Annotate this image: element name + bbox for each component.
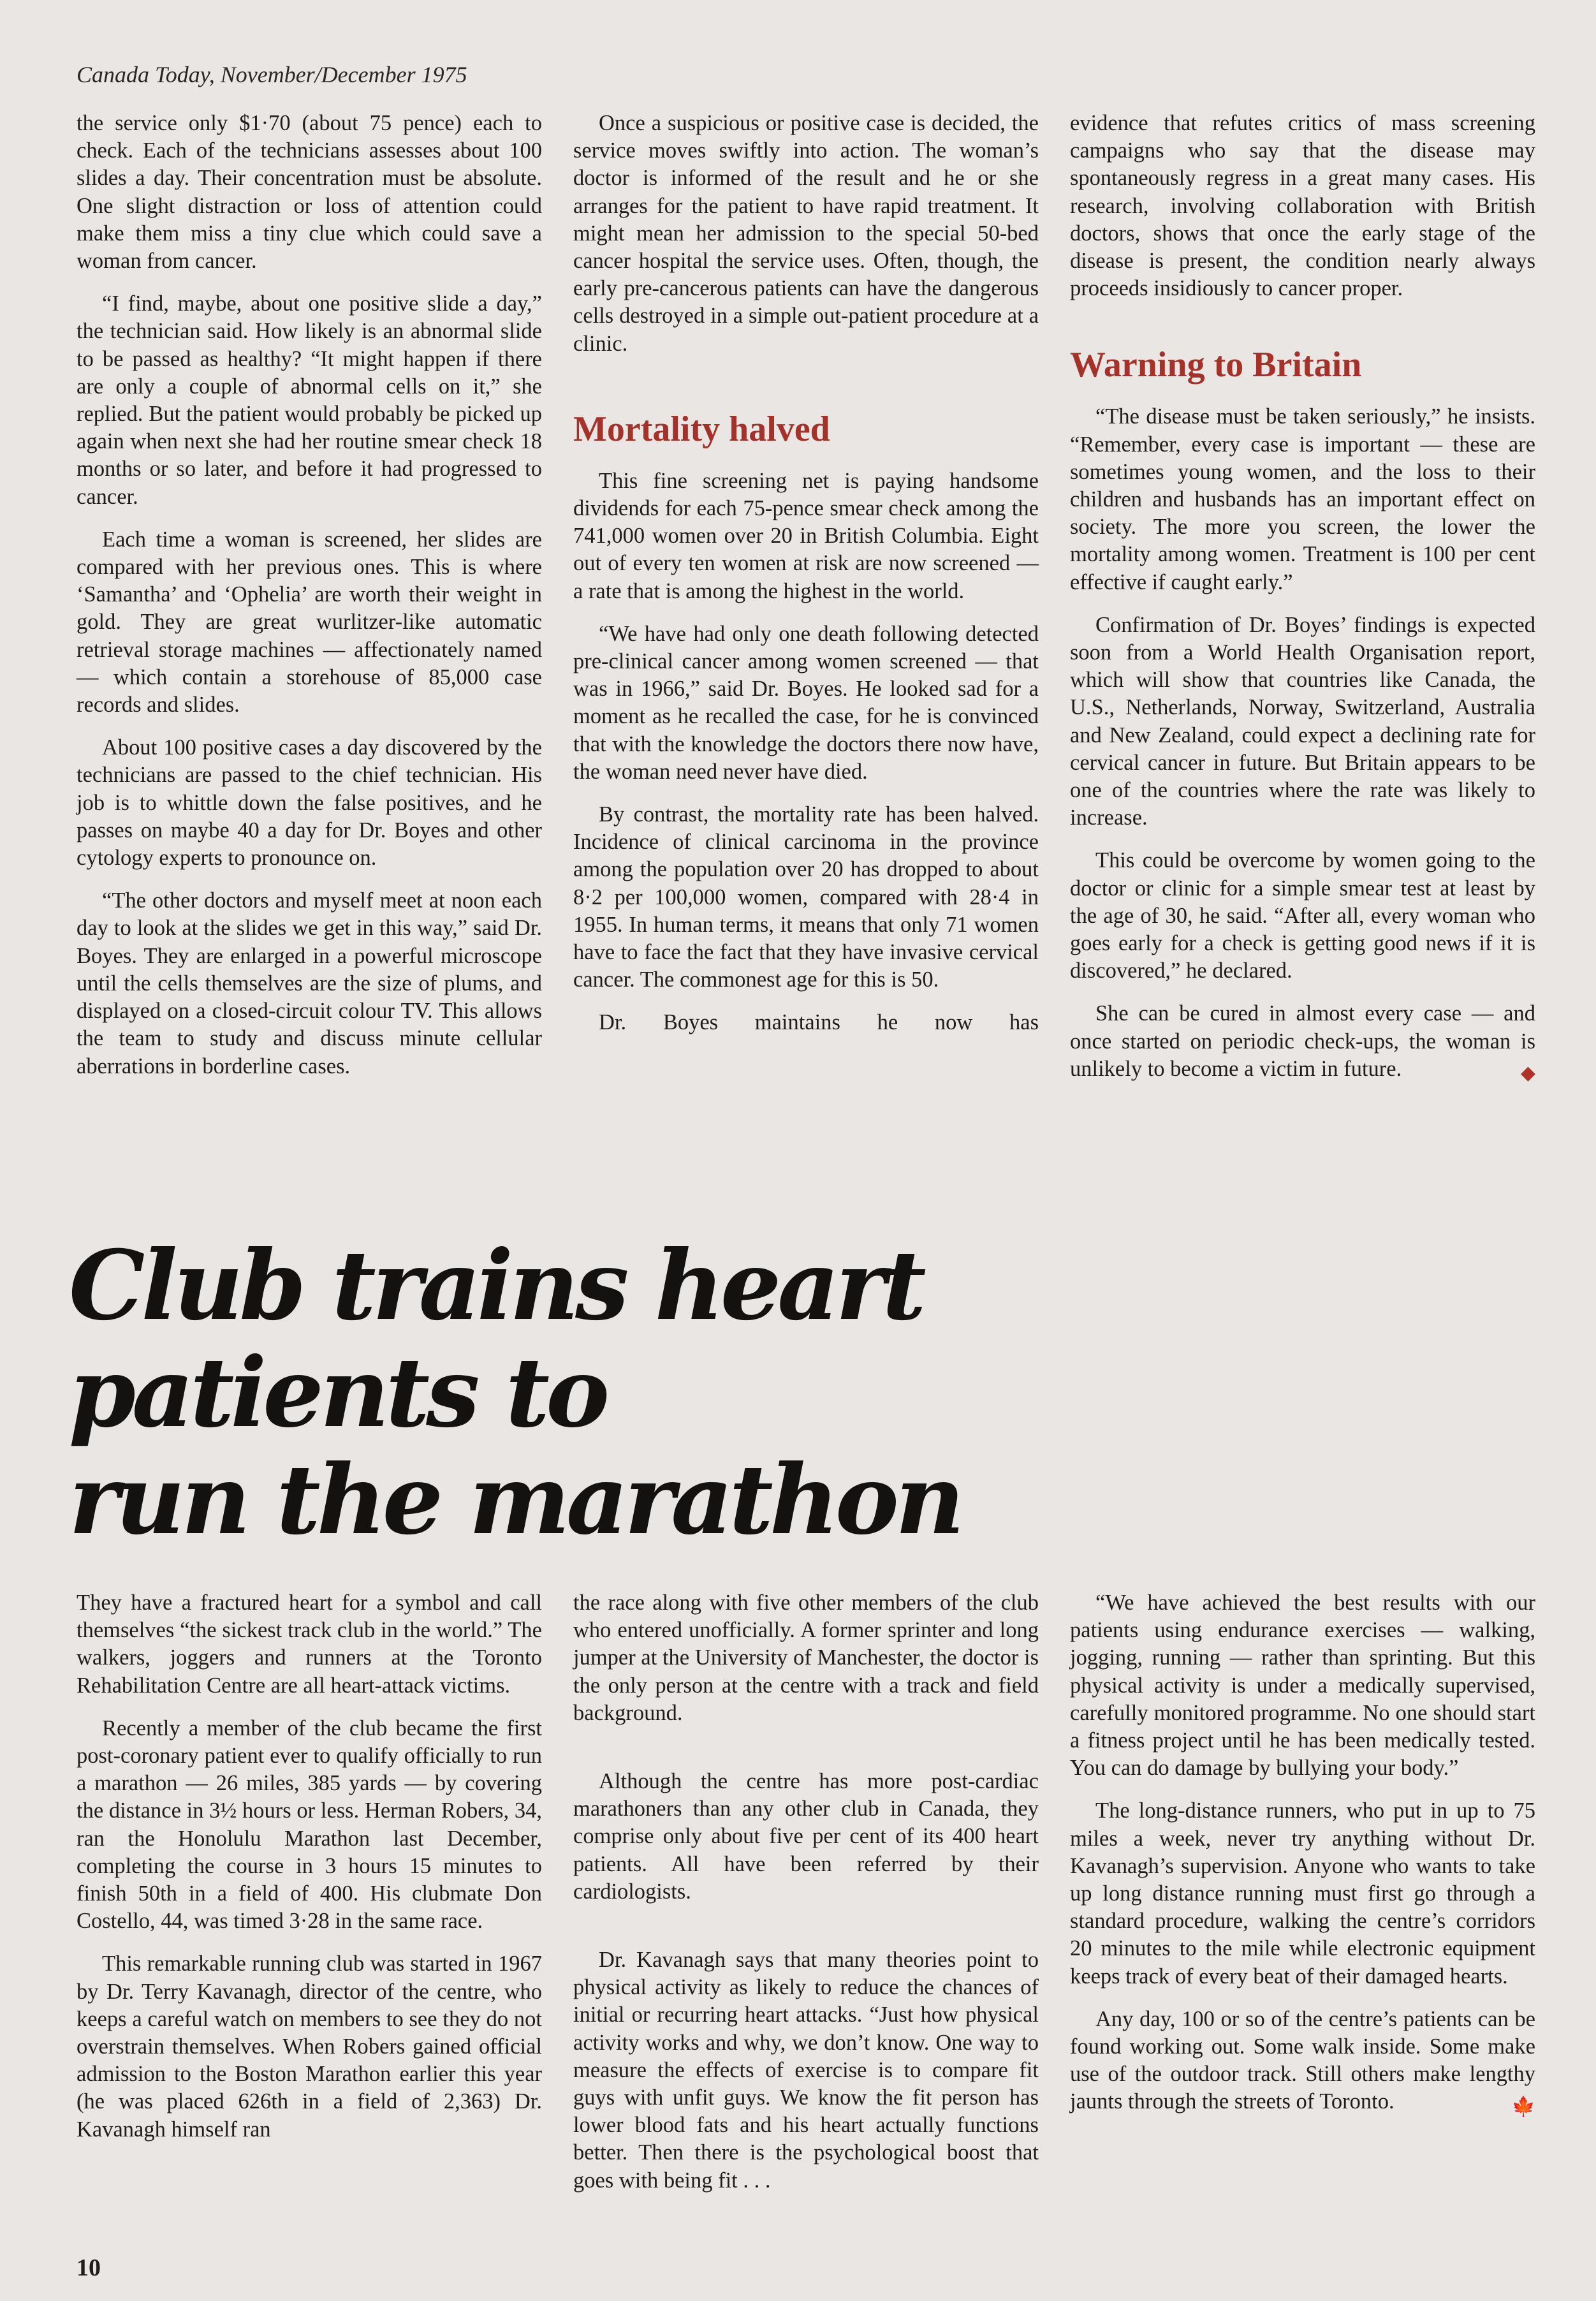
paragraph: This remarkable running club was started in 1967 by Dr. Terry Kavanagh, director of the centre, who keeps a careful watch on members to see they do not overstrain themselves. When Robers gained official admission to the Boston Marathon earlier this year (he was placed 626th in a field of 2,363) Dr. Kavanagh himself ran bbox=[77, 1952, 542, 2142]
headline-line-2: run the marathon bbox=[69, 1444, 961, 1556]
paragraph-text: She can be cured in almost every case — and once started on periodic check-ups, the woman is unlikely to become a victim in future. bbox=[1070, 1001, 1535, 1081]
paragraph: Dr. Boyes maintains he now has bbox=[599, 1010, 1039, 1035]
paragraph: Dr. Kavanagh says that many theories point to physical activity as likely to reduce the chances of initial or recurring heart attacks. “Just how physical activity works and why, we don’t know. One way to measure the effects of exercise is to compare fit guys with unfit guys. We know the fit person has lower blood fats and his heart actually functions better. Then there is the psychological boost that goes with being fit . . . bbox=[573, 1948, 1039, 2193]
paragraph: “We have had only one death following detected pre-clinical cancer among women screened — that was in 1966,” said Dr. Boyes. He looked sad for a moment as he recalled the case, for he is convinced that with the knowledge the doctors there now have, the woman need never have died. bbox=[573, 621, 1039, 784]
section-heading-warning-to-britain: Warning to Britain bbox=[1070, 345, 1362, 385]
paragraph: They have a fractured heart for a symbol and call themselves “the sickest track club in the world.” The walkers, joggers and runners at the Toronto Rehabilitation Centre are all heart-attack victims. bbox=[77, 1591, 542, 1698]
paragraph-final bbox=[1070, 2006, 1535, 2116]
running-head: Canada Today, November/December 1975 bbox=[77, 62, 467, 87]
paragraph: “I find, maybe, about one positive slide a day,” the technician said. How likely is an abnormal slide to be passed as healthy? “It might happen if there are only a couple of abnormal cells on it,” she replied. But the patient would probably be picked up again when next she had her routine smear check 18 months or so later, and before it had progressed to cancer. bbox=[77, 291, 542, 509]
paragraph-gap bbox=[573, 1742, 1039, 1768]
top-column-3 bbox=[1070, 110, 1535, 1098]
bottom-column-1 bbox=[77, 1589, 542, 2210]
bottom-column-3 bbox=[1070, 1589, 1535, 2210]
paragraph: Each time a woman is screened, her slides are compared with her previous ones. This is where ‘Samantha’ and ‘Ophelia’ are worth their weight in gold. They are great wurlitzer-like automatic retrieval storage machines — affectionately named — which contain a storehouse of 85,000 case records and slides. bbox=[77, 527, 542, 717]
maple-leaf-icon: 🍁 bbox=[1511, 2096, 1535, 2118]
end-mark-icon: ◆ bbox=[1520, 1062, 1535, 1084]
paragraph: Once a suspicious or positive case is decided, the service moves swiftly into action. The woman’s doctor is informed of the result and he or she arranges for the patient to have rapid treatment. It might mean her admission to the special 50-bed cancer hospital the service uses. Often, though, the early pre-cancerous patients can have the dangerous cells destroyed in a simple out-patient procedure at a clinic. bbox=[573, 111, 1039, 356]
paragraph: Recently a member of the club became the first post-coronary patient ever to qualify officially to run a marathon — 26 miles, 385 yards — by covering the distance in 3½ hours or less. Herman Robers, 34, ran the Honolulu Marathon last December, completing the course in 3 hours 15 minutes to finish 50th in a field of 400. His clubmate Don Costello, 44, was timed 3·28 in the same race. bbox=[77, 1716, 542, 1934]
paragraph: This could be overcome by women going to the doctor or clinic for a simple smear test at least by the age of 30, he said. “After all, every woman who goes early for a check is getting good news if it is discovered,” he declared. bbox=[1070, 848, 1535, 983]
bottom-column-2 bbox=[573, 1589, 1039, 2210]
paragraph: “The other doctors and myself meet at noon each day to look at the slides we get in this way,” said Dr. Boyes. They are enlarged in a powerful microscope until the cells themselves are the size of plums, and displayed on a closed-circuit colour TV. This allows the team to study and discuss minute cellular aberrations in borderline cases. bbox=[77, 888, 542, 1078]
paragraph: The long-distance runners, who put in up to 75 miles a week, never try anything without Dr. Kavanagh’s supervision. Anyone who wants to take up long distance running must first go through a standard procedure, walking the centre’s corridors 20 minutes to the mile while electronic equipment keeps track of every beat of their damaged hearts. bbox=[1070, 1798, 1535, 1989]
paragraph: “We have achieved the best results with our patients using endurance exercises — walking, jogging, running — rather than sprinting. But this physical activity is under a medically supervised, carefully monitored programme. No one should start a fitness project until he has been medically tested. You can do damage by bullying your body.” bbox=[1070, 1591, 1535, 1781]
paragraph: the race along with five other members of the club who entered unofficially. A former sprinter and long jumper at the University of Manchester, the doctor is the only person at the centre with a track and field background. bbox=[573, 1591, 1039, 1725]
paragraph: evidence that refutes critics of mass screening campaigns who say that the disease may spontaneously regress in a great many cases. His research, involving collaboration with British doctors, shows that once the early stage of the disease is present, the condition nearly always proceeds insidiously to cancer proper. bbox=[1070, 111, 1535, 301]
paragraph: About 100 positive cases a day discovered by the technicians are passed to the chief technician. His job is to whittle down the false positives, and he passes on maybe 40 a day for Dr. Boyes and other cytology experts to pronounce on. bbox=[77, 735, 542, 871]
headline-line-1: Club trains heart patients to bbox=[69, 1230, 923, 1449]
article-headline bbox=[69, 1232, 1344, 1554]
paragraph: Although the centre has more post-cardiac marathoners than any other club in Canada, they comprise only about five per cent of its 400 heart patients. All have been referred by their cardiologists. bbox=[573, 1769, 1039, 1904]
page-number: 10 bbox=[77, 2254, 101, 2281]
bottom-article bbox=[77, 1589, 1535, 2210]
paragraph: “The disease must be taken seriously,” he insists. “Remember, every case is important — these are sometimes young women, and the loss to their children and husbands has an important effect on society. The more you screen, the lower the mortality among women. Treatment is 100 per cent effective if caught early.” bbox=[1070, 404, 1535, 594]
paragraph: This fine screening net is paying handsome dividends for each 75-pence smear check among the 741,000 women over 20 in British Columbia. Eight out of every ten women at risk are now screened — a rate that is among the highest in the world. bbox=[573, 468, 1039, 603]
paragraph: Confirmation of Dr. Boyes’ findings is expected soon from a World Health Organisation report, which will show that countries like Canada, the U.S., Netherlands, Norway, Switzerland, Australia and New Zealand, could expect a declining rate for cervical cancer in future. But Britain appears to be one of the countries where the rate was likely to increase. bbox=[1070, 612, 1535, 830]
top-column-2 bbox=[573, 110, 1039, 1098]
paragraph-gap bbox=[573, 1921, 1039, 1946]
paragraph-text: Any day, 100 or so of the centre’s patients can be found working out. Some walk inside. Some make use of the outdoor track. Still others make lengthy jaunts through the streets of Toronto. bbox=[1070, 2006, 1535, 2114]
paragraph: the service only $1·70 (about 75 pence) each to check. Each of the technicians assesses about 100 slides a day. Their concentration must be absolute. One slight distraction or loss of attention could make them miss a tiny clue which could save a woman from cancer. bbox=[77, 111, 542, 274]
paragraph-final bbox=[1070, 1000, 1535, 1083]
top-column-1 bbox=[77, 110, 542, 1098]
section-heading-mortality-halved: Mortality halved bbox=[573, 409, 830, 449]
top-article bbox=[77, 110, 1535, 1098]
paragraph: By contrast, the mortality rate has been halved. Incidence of clinical carcinoma in the province among the population over 20 has dropped to about 8·2 per 100,000 women, compared with 28·4 in 1955. In human terms, it means that only 71 women have to face the fact that they have invasive cervical cancer. The commonest age for this is 50. bbox=[573, 802, 1039, 992]
